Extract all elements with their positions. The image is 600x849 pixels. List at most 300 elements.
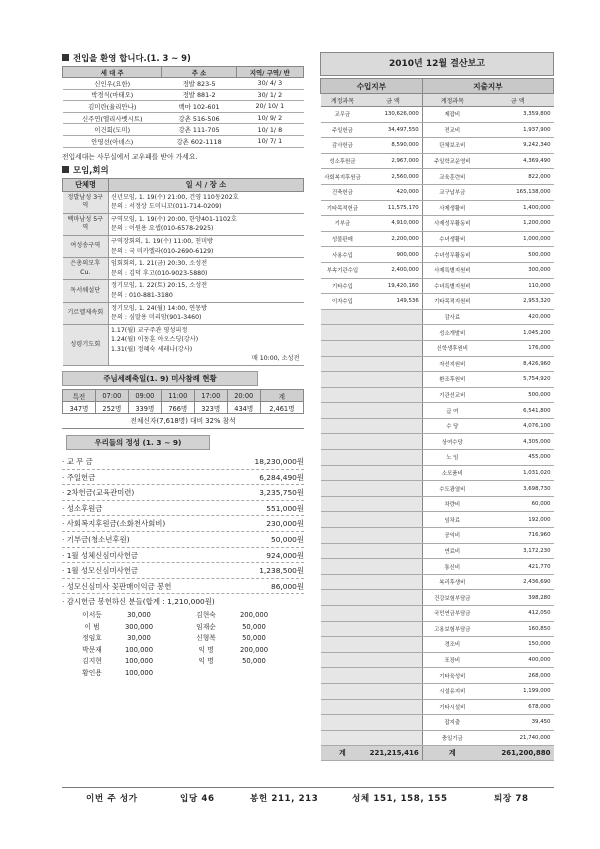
meetings-header-detail: 일 시 / 장 소 bbox=[109, 178, 304, 191]
expense-amount: 8,426,960 bbox=[482, 356, 554, 372]
table-row bbox=[321, 543, 554, 559]
donor-name: 김현숙 bbox=[196, 611, 216, 619]
expense-account: 신학생후원비 bbox=[422, 340, 482, 356]
hymn-offertory: 봉헌 211, 213 bbox=[250, 794, 319, 804]
table-row bbox=[321, 169, 554, 185]
welcome-head-cell: 김미란(율리안나) bbox=[63, 101, 162, 113]
table-row bbox=[63, 280, 304, 302]
offering-row bbox=[62, 454, 304, 470]
table-row bbox=[321, 122, 554, 138]
income-empty-cell bbox=[364, 730, 422, 746]
income-amount: 11,575,170 bbox=[364, 200, 422, 216]
offering-label: · 기부금(청소년후원) bbox=[62, 535, 130, 545]
table-row bbox=[321, 325, 554, 341]
expense-account: 기관선교비 bbox=[422, 387, 482, 403]
meeting-line: 정기모임, 1. 22(토) 20:15, 소성전 bbox=[111, 282, 208, 290]
income-empty-cell bbox=[321, 528, 365, 544]
offering-label: · 성모신심미사 꽃판매이익금 봉헌 bbox=[62, 581, 172, 591]
expense-amount: 420,000 bbox=[482, 309, 554, 325]
expense-account: 수녀성무활동비 bbox=[422, 247, 482, 263]
meeting-line: 1.31(월) 정혜숙 세레나(강사) bbox=[111, 345, 193, 353]
offerings-list bbox=[62, 454, 304, 594]
expense-account: 국민연금부담금 bbox=[422, 606, 482, 622]
income-empty-cell bbox=[321, 543, 365, 559]
expense-account: 시설유지비 bbox=[422, 683, 482, 699]
income-empty-cell bbox=[364, 418, 422, 434]
hymn-recessional: 퇴장 78 bbox=[494, 794, 529, 804]
expense-amount: 678,000 bbox=[482, 699, 554, 715]
meeting-note: 매 10:00, 소성전 bbox=[251, 355, 300, 363]
welcome-region-cell: 20/ 10/ 1 bbox=[236, 101, 303, 113]
expense-account: 통신비 bbox=[422, 559, 482, 575]
offering-amount: 86,000원 bbox=[271, 581, 304, 591]
income-empty-cell bbox=[321, 309, 365, 325]
attendance-value: 252명 bbox=[95, 402, 128, 414]
offering-row bbox=[62, 579, 304, 595]
income-amount: 2,400,000 bbox=[364, 262, 422, 278]
income-empty-cell bbox=[364, 340, 422, 356]
donor-name: 박문재 bbox=[82, 645, 102, 654]
expense-amount: 150,000 bbox=[482, 637, 554, 653]
income-empty-cell bbox=[364, 699, 422, 715]
donor-name: 황인용 bbox=[82, 668, 102, 677]
expense-account: 상여수당 bbox=[422, 434, 482, 450]
income-account: 건축헌금 bbox=[321, 184, 365, 200]
expense-account: 건강보험부담금 bbox=[422, 590, 482, 606]
donor-row bbox=[62, 633, 304, 645]
offering-label: · 교 무 금 bbox=[62, 457, 93, 467]
table-row bbox=[321, 231, 554, 247]
income-empty-cell bbox=[364, 481, 422, 497]
table-row bbox=[321, 512, 554, 528]
welcome-table bbox=[62, 66, 304, 148]
expense-amount: 1,200,000 bbox=[482, 216, 554, 232]
welcome-address-cell: 정발 881-2 bbox=[162, 89, 236, 101]
meeting-detail bbox=[109, 324, 304, 365]
welcome-address-cell: 강촌 602-1118 bbox=[162, 135, 236, 147]
offering-amount: 551,000원 bbox=[266, 503, 304, 513]
table-row bbox=[321, 294, 554, 310]
expense-account: 수 당 bbox=[422, 418, 482, 434]
expense-amount: 500,000 bbox=[482, 247, 554, 263]
meeting-line: 신년모임, 1. 19(수) 21:00, 건영 110동202호 bbox=[111, 193, 239, 201]
expense-amount: 1,000,000 bbox=[482, 231, 554, 247]
income-empty-cell bbox=[321, 559, 365, 575]
expense-account: 충일기금 bbox=[422, 730, 482, 746]
square-bullet-icon bbox=[62, 166, 69, 173]
expense-amount: 39,450 bbox=[482, 715, 554, 731]
attendance-value: 323명 bbox=[194, 402, 227, 414]
expense-amount: 165,138,000 bbox=[482, 184, 554, 200]
table-row bbox=[321, 278, 554, 294]
attendance-value: 2,461명 bbox=[260, 402, 303, 414]
expense-account: 감사료 bbox=[422, 309, 482, 325]
welcome-note: 전입세대는 사무실에서 교우패를 받아 가세요. bbox=[62, 152, 198, 161]
donation-title: · 감시헌금 봉헌하신 분들(합계 : 1,210,000원) bbox=[62, 597, 215, 607]
attendance-summary: 전체신자(7,618명) 대비 32% 참석 bbox=[62, 414, 304, 429]
meeting-line: 임회회의, 1. 21(금) 20:30, 소성전 bbox=[111, 260, 208, 268]
expense-amount: 398,280 bbox=[482, 590, 554, 606]
income-empty-cell bbox=[321, 434, 365, 450]
welcome-region-cell: 30/ 1/ 2 bbox=[236, 89, 303, 101]
table-row bbox=[63, 78, 304, 90]
donor-amount: 100,000 bbox=[124, 645, 154, 654]
income-empty-cell bbox=[364, 668, 422, 684]
welcome-address-cell: 정발 823-5 bbox=[162, 78, 236, 90]
expense-account: 차량비 bbox=[422, 496, 482, 512]
expense-amount: 9,242,340 bbox=[482, 138, 554, 154]
meeting-line: 문의 : 010-881-3180 bbox=[111, 291, 173, 299]
income-empty-cell bbox=[321, 325, 365, 341]
meeting-line: 문의 : 국 미카엘라(010-2690-6129) bbox=[111, 247, 214, 255]
table-row bbox=[321, 590, 554, 606]
expense-total: 261,200,880 bbox=[482, 746, 554, 761]
expense-account: 사제성무활동비 bbox=[422, 216, 482, 232]
donor-name: 임재순 bbox=[196, 622, 216, 631]
table-row bbox=[321, 465, 554, 481]
meeting-detail bbox=[109, 258, 304, 280]
income-empty-cell bbox=[364, 512, 422, 528]
income-empty-cell bbox=[321, 606, 365, 622]
income-empty-cell bbox=[321, 637, 365, 653]
table-row bbox=[321, 621, 554, 637]
donor-row bbox=[62, 656, 304, 668]
report-title: 2010년 12월 결산보고 bbox=[320, 52, 554, 76]
income-amount: 19,420,160 bbox=[364, 278, 422, 294]
expense-amount: 4,369,490 bbox=[482, 153, 554, 169]
expense-account: 기타목적지원비 bbox=[422, 294, 482, 310]
offering-label: · 1월 성체신심미사헌금 bbox=[62, 550, 139, 560]
attendance-header: 17:00 bbox=[194, 390, 227, 402]
table-row bbox=[321, 247, 554, 263]
offering-amount: 6,284,490원 bbox=[259, 472, 304, 482]
offering-label: · 주일헌금 bbox=[62, 472, 96, 482]
expense-account: 교육훈련비 bbox=[422, 169, 482, 185]
donor-amount: 50,000 bbox=[242, 634, 266, 643]
income-empty-cell bbox=[364, 574, 422, 590]
welcome-head-cell: 신인우(요한) bbox=[63, 78, 162, 90]
donor-row bbox=[62, 622, 304, 634]
offerings-title: 우리들의 정성 (1. 3 ~ 9) bbox=[66, 435, 210, 450]
donor-amount: 30,000 bbox=[127, 634, 151, 643]
donor-amount: 50,000 bbox=[242, 657, 266, 666]
table-row bbox=[321, 107, 554, 123]
meeting-group: 정발남성 3구역 bbox=[63, 191, 109, 213]
income-empty-cell bbox=[364, 528, 422, 544]
offering-label: · 1월 성모신심미사헌금 bbox=[62, 566, 139, 576]
expense-account: 연료비 bbox=[422, 543, 482, 559]
donor-name: 이 범 bbox=[84, 622, 100, 631]
income-empty-cell bbox=[364, 652, 422, 668]
meeting-group: 은총의모후 Cu. bbox=[63, 258, 109, 280]
table-row bbox=[321, 434, 554, 450]
donor-amount: 50,000 bbox=[242, 622, 266, 631]
meetings-table bbox=[62, 178, 304, 367]
offering-label: · 성소후원금 bbox=[62, 503, 103, 513]
income-empty-cell bbox=[321, 450, 365, 466]
meetings-header-group: 단체명 bbox=[63, 178, 109, 191]
income-empty-cell bbox=[321, 668, 365, 684]
donor-row bbox=[62, 610, 304, 622]
meeting-group: 독서쉐설단 bbox=[63, 280, 109, 302]
expense-account: 환조후원비 bbox=[422, 372, 482, 388]
income-empty-cell bbox=[321, 699, 365, 715]
meeting-group: 여성송구역 bbox=[63, 235, 109, 257]
table-row bbox=[321, 652, 554, 668]
col-header-account: 계정과목 bbox=[321, 94, 365, 107]
income-amount: 8,590,000 bbox=[364, 138, 422, 154]
hymn-entrance: 입당 46 bbox=[180, 794, 215, 804]
hymn-footer bbox=[62, 787, 554, 804]
left-column bbox=[62, 52, 304, 680]
income-empty-cell bbox=[364, 559, 422, 575]
offering-row bbox=[62, 548, 304, 564]
expense-account: 교구납부금 bbox=[422, 184, 482, 200]
income-account: 부속기관수입 bbox=[321, 262, 365, 278]
table-row bbox=[63, 124, 304, 136]
donor-amount: 300,000 bbox=[124, 622, 154, 631]
table-row bbox=[321, 637, 554, 653]
income-empty-cell bbox=[321, 683, 365, 699]
expense-amount: 5,754,920 bbox=[482, 372, 554, 388]
table-row bbox=[321, 699, 554, 715]
donor-name: 이서등 bbox=[82, 611, 102, 619]
meeting-detail bbox=[109, 302, 304, 324]
income-empty-cell bbox=[321, 621, 365, 637]
expense-amount: 268,000 bbox=[482, 668, 554, 684]
donor-amount: 100,000 bbox=[124, 668, 154, 677]
table-row bbox=[321, 184, 554, 200]
table-row bbox=[321, 356, 554, 372]
attendance-value: 766명 bbox=[161, 402, 194, 414]
table-row bbox=[321, 309, 554, 325]
expense-account: 고용보험부담금 bbox=[422, 621, 482, 637]
income-account: 감사헌금 bbox=[321, 138, 365, 154]
right-column bbox=[320, 52, 554, 761]
expense-amount: 716,960 bbox=[482, 528, 554, 544]
offering-amount: 3,235,750원 bbox=[259, 488, 304, 498]
income-empty-cell bbox=[321, 512, 365, 528]
expense-account: 전교비 bbox=[422, 122, 482, 138]
offering-amount: 50,000원 bbox=[271, 535, 304, 545]
attendance-value: 339명 bbox=[128, 402, 161, 414]
welcome-head-cell: 박경식(마태오) bbox=[63, 89, 162, 101]
expense-amount: 3,172,230 bbox=[482, 543, 554, 559]
welcome-title: 전입을 환영 합니다.(1. 3 ~ 9) bbox=[62, 52, 304, 64]
expense-amount: 1,045,200 bbox=[482, 325, 554, 341]
income-total-label: 계 bbox=[321, 746, 365, 761]
table-row bbox=[63, 101, 304, 113]
expense-amount: 421,770 bbox=[482, 559, 554, 575]
meeting-detail bbox=[109, 213, 304, 235]
income-empty-cell bbox=[364, 621, 422, 637]
income-amount: 149,536 bbox=[364, 294, 422, 310]
income-empty-cell bbox=[321, 356, 365, 372]
income-amount: 900,000 bbox=[364, 247, 422, 263]
meeting-detail bbox=[109, 280, 304, 302]
offering-row bbox=[62, 563, 304, 579]
expense-account: 사제생활비 bbox=[422, 200, 482, 216]
expense-account: 경조비 bbox=[422, 637, 482, 653]
table-row bbox=[321, 340, 554, 356]
table-row bbox=[321, 200, 554, 216]
welcome-header-head: 세 대 주 bbox=[63, 67, 162, 78]
table-row bbox=[321, 668, 554, 684]
donor-amount: 200,000 bbox=[239, 645, 269, 654]
meeting-line: 문의 : 심말용 미리암(901-3460) bbox=[111, 314, 202, 322]
expense-account: 잡지출 bbox=[422, 715, 482, 731]
welcome-head-cell: 신주연(엘리사벳시트) bbox=[63, 112, 162, 124]
table-row bbox=[63, 302, 304, 324]
income-empty-cell bbox=[364, 434, 422, 450]
financial-report-table bbox=[320, 78, 554, 761]
expense-account: 수녀특별지원비 bbox=[422, 278, 482, 294]
expense-account: 주일학교운영비 bbox=[422, 153, 482, 169]
income-empty-cell bbox=[364, 372, 422, 388]
welcome-head-cell: 안영선(아녜스) bbox=[63, 135, 162, 147]
welcome-address-cell: 강촌 111-705 bbox=[162, 124, 236, 136]
expense-amount: 3,359,800 bbox=[482, 107, 554, 123]
expense-account: 기타육성비 bbox=[422, 668, 482, 684]
offering-amount: 1,238,500원 bbox=[259, 566, 304, 576]
expense-account: 복리후생비 bbox=[422, 574, 482, 590]
income-empty-cell bbox=[364, 309, 422, 325]
expense-amount: 160,850 bbox=[482, 621, 554, 637]
attendance-header: 11:00 bbox=[161, 390, 194, 402]
meeting-line: 1.17(월) 교구주관 영성피정 bbox=[111, 326, 188, 334]
offering-label: · 2차헌금(교육관미련) bbox=[62, 488, 135, 498]
table-row bbox=[321, 606, 554, 622]
income-amount: 4,910,000 bbox=[364, 216, 422, 232]
meeting-line: 문의 : 서정상 도미니꼬(011-714-0209) bbox=[111, 203, 222, 211]
table-row bbox=[63, 213, 304, 235]
table-row bbox=[321, 496, 554, 512]
donor-amount: 200,000 bbox=[239, 611, 269, 619]
income-total: 221,215,416 bbox=[364, 746, 422, 761]
meeting-line: 1.24(월) 이동훈 아오스딩(강사) bbox=[111, 336, 199, 344]
offering-row bbox=[62, 532, 304, 548]
welcome-head-cell: 이건회(도미) bbox=[63, 124, 162, 136]
expense-amount: 1,937,900 bbox=[482, 122, 554, 138]
income-empty-cell bbox=[321, 403, 365, 419]
welcome-header-region: 지역/ 구역/ 반 bbox=[236, 67, 303, 78]
expense-account: 수녀생활비 bbox=[422, 231, 482, 247]
meeting-detail bbox=[109, 191, 304, 213]
table-row bbox=[321, 262, 554, 278]
offering-amount: 230,000원 bbox=[266, 519, 304, 529]
col-header-amount: 금 액 bbox=[482, 94, 554, 107]
table-row bbox=[321, 138, 554, 154]
income-empty-cell bbox=[321, 715, 365, 731]
expense-amount: 4,076,100 bbox=[482, 418, 554, 434]
table-row bbox=[63, 112, 304, 124]
expense-total-label: 계 bbox=[422, 746, 482, 761]
col-header-amount: 금 액 bbox=[364, 94, 422, 107]
income-empty-cell bbox=[364, 356, 422, 372]
offering-row bbox=[62, 470, 304, 486]
table-row bbox=[63, 135, 304, 147]
donor-name: 익 명 bbox=[198, 645, 214, 654]
table-row bbox=[63, 191, 304, 213]
income-empty-cell bbox=[364, 450, 422, 466]
income-empty-cell bbox=[321, 387, 365, 403]
income-empty-cell bbox=[321, 652, 365, 668]
expense-amount: 4,305,000 bbox=[482, 434, 554, 450]
meeting-line: 문의 : 김덕 후고(010-9023-5880) bbox=[111, 269, 208, 277]
expense-amount: 1,400,000 bbox=[482, 200, 554, 216]
table-row bbox=[321, 683, 554, 699]
expense-account: 소모품비 bbox=[422, 465, 482, 481]
income-amount: 2,967,000 bbox=[364, 153, 422, 169]
income-account: 기타목적헌금 bbox=[321, 200, 365, 216]
income-amount: 2,200,000 bbox=[364, 231, 422, 247]
income-empty-cell bbox=[364, 590, 422, 606]
attendance-header: 특전 bbox=[63, 390, 96, 402]
welcome-address-cell: 백마 102-601 bbox=[162, 101, 236, 113]
donor-name: 신형복 bbox=[196, 634, 216, 643]
income-amount: 420,000 bbox=[364, 184, 422, 200]
income-amount: 130,626,000 bbox=[364, 107, 422, 123]
income-account: 교무금 bbox=[321, 107, 365, 123]
expense-account: 성소개발비 bbox=[422, 325, 482, 341]
donation-title-row bbox=[62, 594, 304, 610]
expense-amount: 2,953,320 bbox=[482, 294, 554, 310]
welcome-region-cell: 30/ 4/ 3 bbox=[236, 78, 303, 90]
expense-account: 노 임 bbox=[422, 450, 482, 466]
expense-header: 지출지부 bbox=[422, 79, 553, 94]
donor-name: 익 명 bbox=[198, 657, 214, 666]
col-header-account: 계정과목 bbox=[422, 94, 482, 107]
income-empty-cell bbox=[321, 372, 365, 388]
income-empty-cell bbox=[321, 590, 365, 606]
attendance-value: 347명 bbox=[63, 402, 96, 414]
table-row bbox=[63, 89, 304, 101]
welcome-header-address: 주 소 bbox=[162, 67, 236, 78]
expense-account: 단체보조비 bbox=[422, 138, 482, 154]
income-amount: 2,560,000 bbox=[364, 169, 422, 185]
attendance-table bbox=[62, 389, 304, 414]
expense-amount: 6,541,800 bbox=[482, 403, 554, 419]
square-bullet-icon bbox=[62, 54, 69, 61]
expense-account: 급 여 bbox=[422, 403, 482, 419]
expense-amount: 1,199,000 bbox=[482, 683, 554, 699]
table-row bbox=[321, 372, 554, 388]
attendance-value: 434명 bbox=[227, 402, 260, 414]
welcome-region-cell: 10/ 9/ 2 bbox=[236, 112, 303, 124]
table-row bbox=[321, 403, 554, 419]
table-row bbox=[63, 258, 304, 280]
donor-name: 정임호 bbox=[82, 634, 102, 643]
expense-amount: 455,000 bbox=[482, 450, 554, 466]
attendance-header: 07:00 bbox=[95, 390, 128, 402]
offering-amount: 924,000원 bbox=[266, 550, 304, 560]
income-header: 수입지부 bbox=[321, 79, 423, 94]
donor-name: 김지현 bbox=[82, 657, 102, 666]
offering-row bbox=[62, 485, 304, 501]
meeting-group: 성령기도회 bbox=[63, 324, 109, 365]
table-row bbox=[321, 715, 554, 731]
attendance-title: 주님세례축일(1. 9) 미사참례 현황 bbox=[62, 371, 258, 386]
donor-list bbox=[62, 610, 304, 680]
attendance-header: 계 bbox=[260, 390, 303, 402]
offering-label: · 사회복지후원금(소화천사회비) bbox=[62, 519, 166, 529]
hymn-label: 이번 주 성가 bbox=[86, 794, 138, 804]
income-empty-cell bbox=[364, 543, 422, 559]
donor-amount: 30,000 bbox=[127, 611, 151, 619]
hymn-communion: 성체 151, 158, 155 bbox=[352, 794, 448, 804]
income-empty-cell bbox=[364, 403, 422, 419]
income-amount: 34,497,550 bbox=[364, 122, 422, 138]
